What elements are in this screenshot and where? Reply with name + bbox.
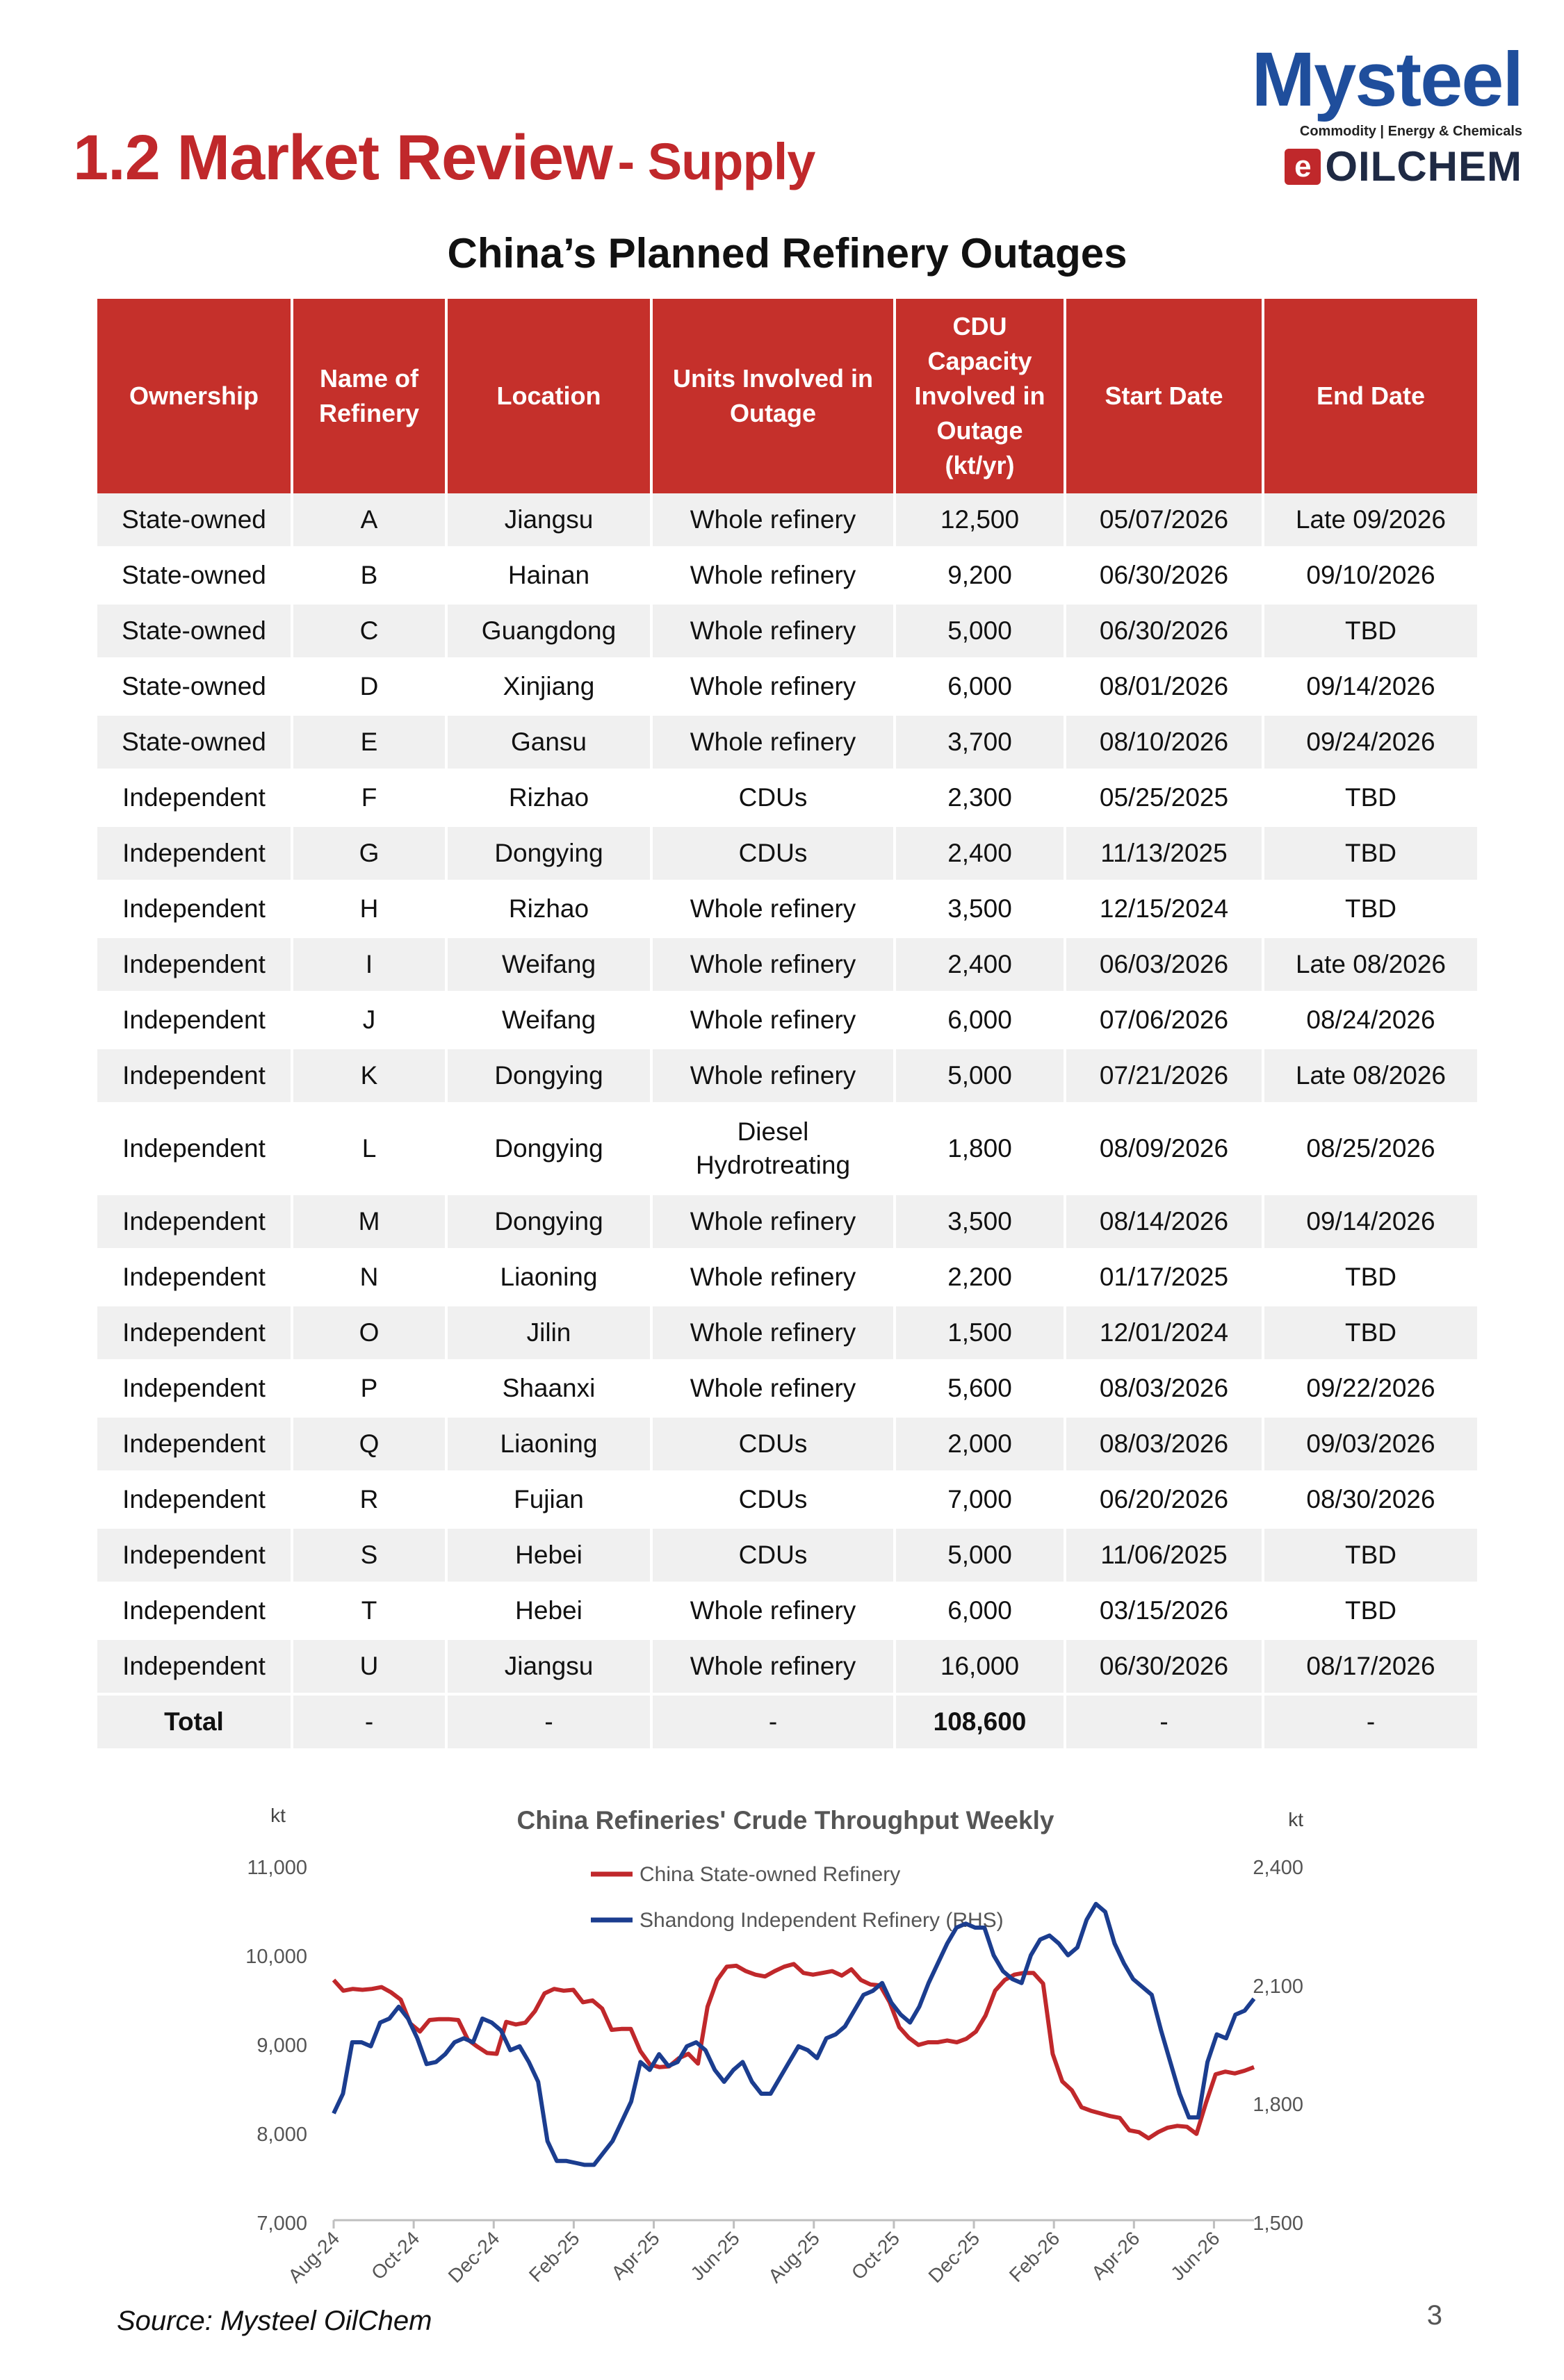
table-row — [97, 770, 1477, 826]
end-date-cell: Late 08/2026 — [1263, 937, 1477, 992]
right-axis-unit: kt — [1288, 1809, 1303, 1830]
table-row — [97, 1305, 1477, 1361]
page-title — [73, 122, 815, 195]
start-date-cell: 11/13/2025 — [1065, 826, 1263, 881]
end-date-cell: 09/03/2026 — [1263, 1416, 1477, 1472]
capacity-cell: 5,000 — [895, 603, 1065, 659]
refinery-name-cell: N — [292, 1249, 446, 1305]
start-date-cell: 06/03/2026 — [1065, 937, 1263, 992]
location-cell: Dongying — [446, 1048, 651, 1103]
capacity-cell: 2,300 — [895, 770, 1065, 826]
ownership-cell: Independent — [97, 1527, 292, 1583]
start-date-cell: 11/06/2025 — [1065, 1527, 1263, 1583]
source-note: Source: Mysteel OilChem — [117, 2306, 432, 2336]
left-tick-label: 10,000 — [245, 1946, 307, 1968]
units-cell: CDUs — [651, 1527, 895, 1583]
end-date-cell: 09/24/2026 — [1263, 714, 1477, 770]
location-cell: Hebei — [446, 1583, 651, 1639]
column-header-start-date: Start Date — [1065, 299, 1263, 493]
end-date-cell: 09/10/2026 — [1263, 548, 1477, 603]
start-date-cell: 08/09/2026 — [1065, 1103, 1263, 1194]
units-cell: Whole refinery — [651, 1305, 895, 1361]
units-cell: Whole refinery — [651, 548, 895, 603]
capacity-cell: 5,000 — [895, 1048, 1065, 1103]
right-tick-label: 1,800 — [1253, 2094, 1303, 2116]
total-cell: - — [651, 1694, 895, 1750]
x-tick-label: Aug-25 — [764, 2227, 824, 2288]
location-cell: Rizhao — [446, 881, 651, 937]
left-axis-unit: kt — [270, 1805, 286, 1826]
refinery-name-cell: S — [292, 1527, 446, 1583]
refinery-name-cell: E — [292, 714, 446, 770]
start-date-cell: 06/30/2026 — [1065, 603, 1263, 659]
start-date-cell: 06/20/2026 — [1065, 1472, 1263, 1527]
location-cell: Jiangsu — [446, 1639, 651, 1694]
ownership-cell: Independent — [97, 826, 292, 881]
x-tick-label: Apr-26 — [1087, 2227, 1144, 2284]
refinery-name-cell: L — [292, 1103, 446, 1194]
ownership-cell: State-owned — [97, 714, 292, 770]
location-cell: Liaoning — [446, 1416, 651, 1472]
capacity-cell: 12,500 — [895, 493, 1065, 548]
units-cell: Diesel Hydrotreating — [651, 1103, 895, 1194]
capacity-cell: 7,000 — [895, 1472, 1065, 1527]
left-tick-label: 9,000 — [256, 2035, 307, 2057]
refinery-name-cell: K — [292, 1048, 446, 1103]
capacity-cell: 1,800 — [895, 1103, 1065, 1194]
ownership-cell: State-owned — [97, 493, 292, 548]
total-cell: - — [446, 1694, 651, 1750]
legend-label-shandong: Shandong Independent Refinery (RHS) — [640, 1909, 1004, 1932]
refinery-name-cell: P — [292, 1361, 446, 1416]
start-date-cell: 01/17/2025 — [1065, 1249, 1263, 1305]
end-date-cell: 09/14/2026 — [1263, 1194, 1477, 1249]
table-row — [97, 1194, 1477, 1249]
capacity-cell: 3,500 — [895, 1194, 1065, 1249]
page-title-main: 1.2 Market Review — [73, 122, 612, 193]
ownership-cell: Independent — [97, 1249, 292, 1305]
start-date-cell: 12/01/2024 — [1065, 1305, 1263, 1361]
location-cell: Weifang — [446, 992, 651, 1048]
table-total-row — [97, 1694, 1477, 1750]
oilchem-mark-icon: e — [1285, 149, 1321, 185]
x-tick-label: Feb-26 — [1004, 2227, 1064, 2286]
x-tick-label: Dec-24 — [443, 2227, 504, 2288]
ownership-cell: Independent — [97, 1472, 292, 1527]
location-cell: Dongying — [446, 1194, 651, 1249]
ownership-cell: Independent — [97, 1194, 292, 1249]
x-tick-label: Feb-25 — [524, 2227, 584, 2286]
refinery-name-cell: O — [292, 1305, 446, 1361]
units-cell: Whole refinery — [651, 1249, 895, 1305]
refinery-name-cell: T — [292, 1583, 446, 1639]
table-row — [97, 1416, 1477, 1472]
throughput-chart — [229, 1786, 1314, 2314]
units-cell: Whole refinery — [651, 992, 895, 1048]
location-cell: Jiangsu — [446, 493, 651, 548]
x-tick-label: Aug-24 — [284, 2227, 344, 2288]
column-header-ownership: Ownership — [97, 299, 292, 493]
location-cell: Hainan — [446, 548, 651, 603]
location-cell: Gansu — [446, 714, 651, 770]
ownership-cell: State-owned — [97, 603, 292, 659]
location-cell: Weifang — [446, 937, 651, 992]
capacity-cell: 2,200 — [895, 1249, 1065, 1305]
end-date-cell: Late 09/2026 — [1263, 493, 1477, 548]
refinery-name-cell: H — [292, 881, 446, 937]
column-header-location: Location — [446, 299, 651, 493]
refinery-name-cell: G — [292, 826, 446, 881]
ownership-cell: Independent — [97, 770, 292, 826]
oilchem-logo — [1285, 143, 1522, 190]
chart-legend — [591, 1863, 1004, 1932]
start-date-cell: 08/10/2026 — [1065, 714, 1263, 770]
table-row — [97, 1048, 1477, 1103]
table-row — [97, 1639, 1477, 1694]
capacity-cell: 3,500 — [895, 881, 1065, 937]
x-tick-label: Jun-25 — [686, 2227, 744, 2285]
ownership-cell: Independent — [97, 937, 292, 992]
x-tick-label: Dec-25 — [924, 2227, 984, 2288]
units-cell: CDUs — [651, 770, 895, 826]
right-tick-label: 2,400 — [1253, 1857, 1303, 1879]
capacity-cell: 3,700 — [895, 714, 1065, 770]
start-date-cell: 12/15/2024 — [1065, 881, 1263, 937]
table-title: China’s Planned Refinery Outages — [447, 230, 1127, 277]
column-header-end-date: End Date — [1263, 299, 1477, 493]
capacity-cell: 5,000 — [895, 1527, 1065, 1583]
start-date-cell: 07/21/2026 — [1065, 1048, 1263, 1103]
x-axis-ticks — [334, 2220, 1214, 2229]
column-header-units: Units Involved in Outage — [651, 299, 895, 493]
end-date-cell: TBD — [1263, 826, 1477, 881]
end-date-cell: 08/30/2026 — [1263, 1472, 1477, 1527]
refinery-outages-table — [97, 299, 1477, 1751]
table-row — [97, 548, 1477, 603]
total-cell: - — [292, 1694, 446, 1750]
table-row — [97, 1103, 1477, 1194]
refinery-name-cell: R — [292, 1472, 446, 1527]
table-row — [97, 881, 1477, 937]
start-date-cell: 08/03/2026 — [1065, 1361, 1263, 1416]
table-row — [97, 603, 1477, 659]
location-cell: Guangdong — [446, 603, 651, 659]
start-date-cell: 05/07/2026 — [1065, 493, 1263, 548]
start-date-cell: 06/30/2026 — [1065, 1639, 1263, 1694]
table-row — [97, 493, 1477, 548]
total-cell: - — [1263, 1694, 1477, 1750]
capacity-cell: 6,000 — [895, 659, 1065, 714]
legend-label-state-owned: China State-owned Refinery — [640, 1863, 901, 1886]
units-cell: Whole refinery — [651, 603, 895, 659]
end-date-cell: 09/22/2026 — [1263, 1361, 1477, 1416]
capacity-cell: 6,000 — [895, 992, 1065, 1048]
ownership-cell: Independent — [97, 1103, 292, 1194]
refinery-name-cell: U — [292, 1639, 446, 1694]
refinery-name-cell: D — [292, 659, 446, 714]
capacity-cell: 9,200 — [895, 548, 1065, 603]
x-tick-label: Jun-26 — [1166, 2227, 1224, 2285]
capacity-cell: 2,400 — [895, 826, 1065, 881]
start-date-cell: 03/15/2026 — [1065, 1583, 1263, 1639]
units-cell: Whole refinery — [651, 714, 895, 770]
table-row — [97, 826, 1477, 881]
start-date-cell: 06/30/2026 — [1065, 548, 1263, 603]
start-date-cell: 07/06/2026 — [1065, 992, 1263, 1048]
refinery-name-cell: C — [292, 603, 446, 659]
table-row — [97, 1527, 1477, 1583]
units-cell: Whole refinery — [651, 881, 895, 937]
units-cell: CDUs — [651, 1416, 895, 1472]
end-date-cell: TBD — [1263, 603, 1477, 659]
x-axis-labels — [284, 2227, 1223, 2287]
units-cell: Whole refinery — [651, 937, 895, 992]
location-cell: Shaanxi — [446, 1361, 651, 1416]
table-row — [97, 1583, 1477, 1639]
units-cell: Whole refinery — [651, 1639, 895, 1694]
location-cell: Jilin — [446, 1305, 651, 1361]
end-date-cell: 08/24/2026 — [1263, 992, 1477, 1048]
ownership-cell: Independent — [97, 1048, 292, 1103]
capacity-cell: 5,600 — [895, 1361, 1065, 1416]
units-cell: CDUs — [651, 826, 895, 881]
capacity-cell: 2,000 — [895, 1416, 1065, 1472]
refinery-name-cell: I — [292, 937, 446, 992]
table-row — [97, 659, 1477, 714]
end-date-cell: TBD — [1263, 881, 1477, 937]
location-cell: Dongying — [446, 826, 651, 881]
mysteel-logo-text: Mysteel — [1251, 37, 1522, 122]
units-cell: Whole refinery — [651, 1361, 895, 1416]
x-tick-label: Oct-24 — [367, 2227, 424, 2284]
right-tick-label: 1,500 — [1253, 2213, 1303, 2235]
location-cell: Dongying — [446, 1103, 651, 1194]
column-header-cdu-capacity: CDU Capacity Involved in Outage (kt/yr) — [895, 299, 1065, 493]
table-row — [97, 1361, 1477, 1416]
start-date-cell: 08/03/2026 — [1065, 1416, 1263, 1472]
x-tick-label: Apr-25 — [607, 2227, 664, 2284]
column-header-refinery-name: Name of Refinery — [292, 299, 446, 493]
start-date-cell: 08/01/2026 — [1065, 659, 1263, 714]
location-cell: Liaoning — [446, 1249, 651, 1305]
refinery-name-cell: F — [292, 770, 446, 826]
end-date-cell: TBD — [1263, 1249, 1477, 1305]
end-date-cell: TBD — [1263, 1305, 1477, 1361]
units-cell: Whole refinery — [651, 659, 895, 714]
location-cell: Xinjiang — [446, 659, 651, 714]
ownership-cell: State-owned — [97, 548, 292, 603]
table-row — [97, 1249, 1477, 1305]
refinery-name-cell: B — [292, 548, 446, 603]
ownership-cell: Independent — [97, 1639, 292, 1694]
end-date-cell: 08/17/2026 — [1263, 1639, 1477, 1694]
units-cell: CDUs — [651, 1472, 895, 1527]
end-date-cell: TBD — [1263, 770, 1477, 826]
start-date-cell: 08/14/2026 — [1065, 1194, 1263, 1249]
start-date-cell: 05/25/2025 — [1065, 770, 1263, 826]
refinery-name-cell: M — [292, 1194, 446, 1249]
units-cell: Whole refinery — [651, 1194, 895, 1249]
total-capacity: 108,600 — [895, 1694, 1065, 1750]
units-cell: Whole refinery — [651, 1583, 895, 1639]
table-body — [97, 493, 1477, 1694]
ownership-cell: Independent — [97, 1583, 292, 1639]
end-date-cell: Late 08/2026 — [1263, 1048, 1477, 1103]
left-tick-label: 11,000 — [247, 1857, 307, 1879]
chart-title: China Refineries' Crude Throughput Weekly — [516, 1806, 1054, 1835]
end-date-cell: 09/14/2026 — [1263, 659, 1477, 714]
refinery-name-cell: Q — [292, 1416, 446, 1472]
left-tick-label: 7,000 — [256, 2213, 307, 2235]
location-cell: Rizhao — [446, 770, 651, 826]
location-cell: Hebei — [446, 1527, 651, 1583]
end-date-cell: TBD — [1263, 1583, 1477, 1639]
ownership-cell: State-owned — [97, 659, 292, 714]
location-cell: Fujian — [446, 1472, 651, 1527]
right-tick-label: 2,100 — [1253, 1976, 1303, 1998]
end-date-cell: TBD — [1263, 1527, 1477, 1583]
table-row — [97, 714, 1477, 770]
units-cell: Whole refinery — [651, 493, 895, 548]
ownership-cell: Independent — [97, 992, 292, 1048]
capacity-cell: 2,400 — [895, 937, 1065, 992]
logo-tagline: Commodity | Energy & Chemicals — [1299, 124, 1522, 139]
ownership-cell: Independent — [97, 1416, 292, 1472]
left-tick-label: 8,000 — [256, 2124, 307, 2146]
x-tick-label: Oct-25 — [847, 2227, 904, 2284]
chart-series — [334, 1904, 1254, 2165]
capacity-cell: 1,500 — [895, 1305, 1065, 1361]
ownership-cell: Independent — [97, 1361, 292, 1416]
total-cell: - — [1065, 1694, 1263, 1750]
total-label: Total — [97, 1694, 292, 1750]
table-row — [97, 937, 1477, 992]
page-title-sub: - Supply — [617, 133, 815, 190]
end-date-cell: 08/25/2026 — [1263, 1103, 1477, 1194]
page-number: 3 — [1426, 2300, 1442, 2331]
capacity-cell: 16,000 — [895, 1639, 1065, 1694]
table-row — [97, 992, 1477, 1048]
units-cell: Whole refinery — [651, 1048, 895, 1103]
company-logo — [1251, 37, 1522, 202]
refinery-name-cell: A — [292, 493, 446, 548]
capacity-cell: 6,000 — [895, 1583, 1065, 1639]
table-row — [97, 1472, 1477, 1527]
ownership-cell: Independent — [97, 1305, 292, 1361]
table-header-row — [97, 299, 1477, 493]
refinery-name-cell: J — [292, 992, 446, 1048]
oilchem-logo-text: OILCHEM — [1325, 143, 1522, 190]
series-line-shandong-independent — [334, 1904, 1254, 2165]
ownership-cell: Independent — [97, 881, 292, 937]
right-axis-labels — [1253, 1857, 1303, 2235]
left-axis-labels — [245, 1857, 307, 2235]
